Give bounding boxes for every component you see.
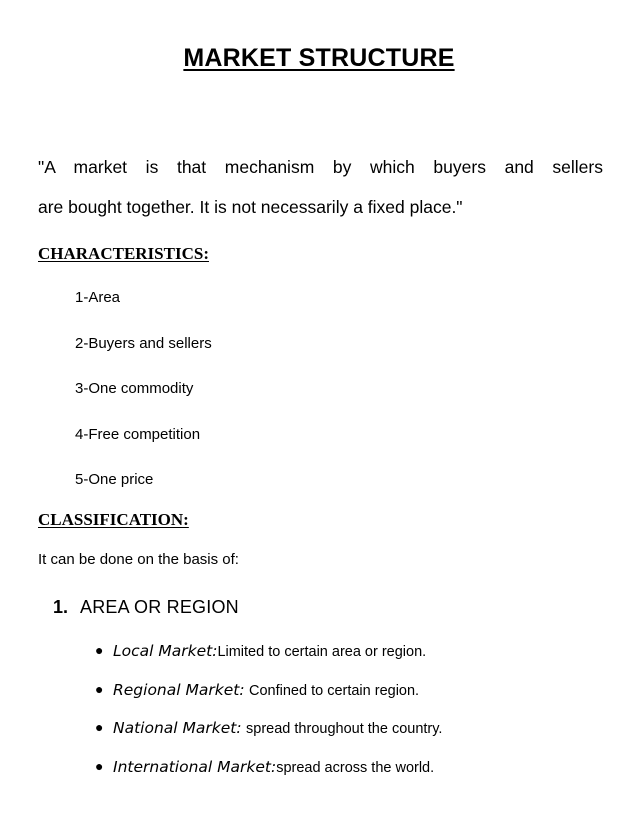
classification-intro: It can be done on the basis of: bbox=[38, 551, 239, 568]
area-region-heading bbox=[53, 597, 239, 618]
market-term: Local Market: bbox=[113, 642, 218, 660]
definition-line-2: are bought together. It is not necessarily a fixed place." bbox=[38, 197, 463, 217]
market-term: National Market: bbox=[113, 719, 242, 737]
list-item bbox=[95, 677, 442, 716]
bullet-icon: ● bbox=[95, 719, 104, 735]
page-title: MARKET STRUCTURE bbox=[183, 44, 455, 72]
market-desc: Confined to certain region. bbox=[249, 682, 420, 699]
list-item bbox=[95, 715, 442, 754]
list-item: 5-One price bbox=[75, 471, 154, 488]
list-item: 1-Area bbox=[75, 289, 121, 306]
market-types-list bbox=[95, 638, 442, 792]
characteristics-heading: CHARACTERISTICS: bbox=[38, 244, 209, 263]
list-item: 2-Buyers and sellers bbox=[75, 334, 212, 352]
market-term: International Market: bbox=[113, 757, 277, 776]
list-item: 4-Free competition bbox=[75, 425, 201, 443]
market-term: Regional Market: bbox=[113, 680, 245, 699]
characteristics-list bbox=[75, 285, 212, 513]
list-item: 3-One commodity bbox=[75, 380, 194, 397]
section-title: AREA OR REGION bbox=[80, 597, 239, 617]
bullet-icon: ● bbox=[95, 680, 104, 697]
market-definition bbox=[38, 147, 603, 227]
market-desc: Limited to certain area or region. bbox=[217, 644, 427, 660]
market-desc: spread across the world. bbox=[276, 759, 435, 776]
bullet-icon: ● bbox=[95, 757, 104, 774]
list-item bbox=[95, 754, 442, 793]
classification-heading: CLASSIFICATION: bbox=[38, 510, 189, 529]
list-item bbox=[95, 638, 442, 677]
bullet-icon: ● bbox=[95, 642, 104, 658]
definition-line-1: "A market is that mechanism by which buyers and sellers bbox=[38, 157, 603, 177]
section-number: 1. bbox=[53, 597, 69, 617]
market-desc: spread throughout the country. bbox=[246, 721, 443, 737]
